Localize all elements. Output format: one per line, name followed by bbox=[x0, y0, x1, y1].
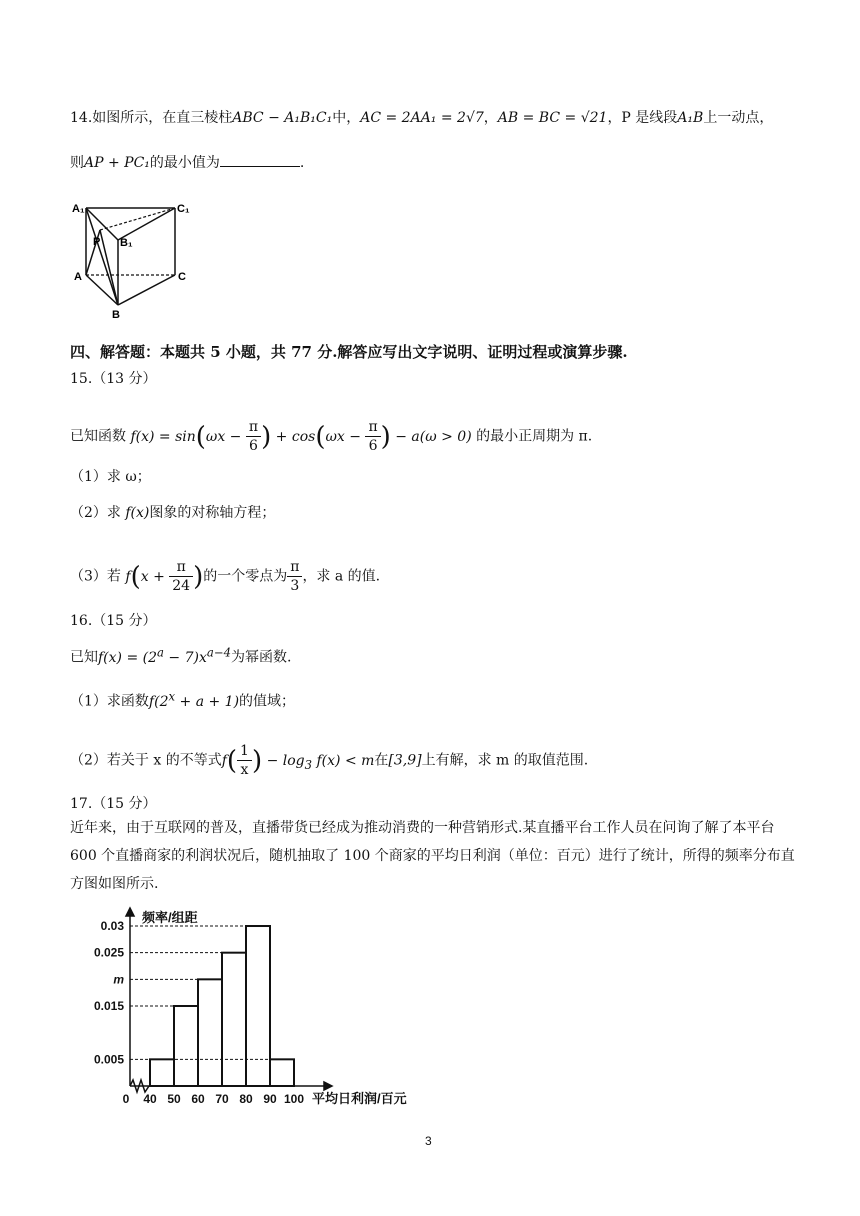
y-tick-label: m bbox=[113, 972, 124, 987]
q14-expr-ab: AB = BC = √21 bbox=[497, 110, 608, 126]
q16-interval: [3,9] bbox=[388, 752, 422, 769]
label-c1: C₁ bbox=[177, 203, 190, 215]
q15-stem-a: 已知函数 bbox=[70, 428, 126, 445]
label-a1: A₁ bbox=[72, 203, 85, 215]
q15-stem bbox=[70, 418, 592, 455]
q14-line2-c: . bbox=[299, 155, 305, 171]
x-tick-label: 100 bbox=[283, 1092, 305, 1106]
page-number: 3 bbox=[425, 1134, 432, 1148]
label-b1: B₁ bbox=[120, 237, 133, 249]
histogram-bar bbox=[270, 1059, 294, 1086]
q15-part2-formula: f(x) bbox=[125, 505, 150, 521]
section-title: 四、解答题：本题共 5 小题，共 77 分.解答应写出文字说明、证明过程或演算步骤. bbox=[70, 343, 628, 361]
x-axis-arrow bbox=[324, 1082, 332, 1090]
q16-part2-b: 在 bbox=[374, 752, 389, 769]
histogram-bar bbox=[198, 979, 222, 1086]
q14-expr-ac: AC = 2AA₁ = 2√7 bbox=[360, 110, 484, 126]
q14-line1 bbox=[70, 108, 773, 128]
q15-part2-a: （2）求 bbox=[70, 505, 121, 521]
q16-part1-b: 的值域； bbox=[239, 693, 296, 710]
q16-part1-a: （1）求函数 bbox=[70, 693, 149, 710]
label-b: B bbox=[112, 309, 120, 321]
prism-figure bbox=[70, 190, 195, 325]
q16-stem-b: 为幂函数. bbox=[231, 649, 292, 666]
y-axis-arrow bbox=[126, 908, 134, 916]
q16-part1 bbox=[70, 686, 295, 712]
q15-number: 15.（13 分） bbox=[70, 371, 157, 387]
q15-part3-a: （3）若 bbox=[70, 568, 121, 585]
q15-stem-b: 的最小正周期为 π. bbox=[476, 428, 593, 445]
histogram-bar bbox=[222, 953, 246, 1086]
q16-stem-a: 已知 bbox=[70, 649, 98, 666]
q15-part1: （1）求 ω； bbox=[70, 469, 151, 485]
q14-expr-prism: ABC − A₁B₁C₁ bbox=[232, 110, 333, 126]
label-c: C bbox=[178, 271, 186, 283]
y-tick-label: 0.03 bbox=[100, 919, 124, 934]
q15-formula: f(x) = sin(ωx − $\frac{\pi}{6}$ ) + cos(ωx − $\frac{\pi}{6}$ ) − a(ω > 0) bbox=[130, 419, 472, 454]
x-tick-label: 60 bbox=[191, 1092, 205, 1106]
q14-text-b: 中， bbox=[332, 110, 361, 126]
label-a: A bbox=[74, 271, 82, 283]
x-tick-label: 80 bbox=[239, 1092, 253, 1106]
q16-part2-formula: f( $\frac{1}{x}$ ) − $\log_3 f(x) < m$ bbox=[221, 743, 375, 778]
label-p: P bbox=[93, 236, 101, 248]
y-tick-label: 0.015 bbox=[93, 999, 124, 1014]
x-tick-label: 40 bbox=[143, 1092, 157, 1106]
q15-part2 bbox=[70, 503, 275, 523]
x-tick-label: 70 bbox=[215, 1092, 229, 1106]
x-axis-label: 平均日利润/百元 bbox=[312, 1091, 407, 1106]
q16-part1-formula: $f(2^x + a + 1)$ bbox=[148, 689, 240, 710]
q14-text-e: 上一动点， bbox=[703, 110, 774, 126]
histogram-bar bbox=[246, 926, 270, 1086]
q15-part3 bbox=[70, 558, 380, 595]
frequency-histogram bbox=[70, 900, 450, 1120]
q14-text-c: ， bbox=[483, 110, 498, 126]
y-tick-label: 0.005 bbox=[93, 1052, 124, 1067]
q14-expr-sum: AP + PC₁ bbox=[84, 155, 150, 171]
q16-stem bbox=[70, 642, 291, 668]
y-axis-label: 频率/组距 bbox=[142, 910, 198, 925]
q14-line2 bbox=[70, 152, 304, 173]
q14-line2-a: 则 bbox=[70, 155, 84, 171]
x-tick-label: 90 bbox=[263, 1092, 277, 1106]
q17-number: 17.（15 分） bbox=[70, 796, 157, 812]
q15-part3-formula: f(x + $\frac{\pi}{24}$ ) bbox=[125, 559, 204, 594]
q16-part2-a: （2）若关于 x 的不等式 bbox=[70, 752, 222, 769]
q14-text: 14.如图所示，在直三棱柱 bbox=[70, 110, 233, 126]
histogram-bar bbox=[150, 1059, 174, 1086]
q16-number: 16.（15 分） bbox=[70, 613, 157, 629]
q16-part2-c: 上有解，求 m 的取值范围. bbox=[421, 752, 589, 769]
q17-paragraph: 近年来，由于互联网的普及，直播带货已经成为推动消费的一种营销形式.某直播平台工作人员在问询了解了本平台 600 个直播商家的利润状况后，随机抽取了 100 个商家的平均日利润（单位：百元）进行了统计，所得的频率分布直方图如图所示. bbox=[70, 820, 795, 892]
q16-part2 bbox=[70, 742, 588, 779]
q14-line2-b: 的最小值为 bbox=[149, 155, 220, 171]
x-tick-label: 0 bbox=[122, 1092, 130, 1106]
q16-formula: $f(x) = (2^a - 7)x^{a-4}$ bbox=[98, 645, 232, 666]
q15-part3-c: ，求 a 的值. bbox=[302, 568, 381, 585]
q15-zero: $\frac{\pi}{3}$ bbox=[287, 569, 302, 585]
q14-expr-a1b: A₁B bbox=[677, 110, 704, 126]
x-tick-label: 50 bbox=[167, 1092, 181, 1106]
histogram-bar bbox=[174, 1006, 198, 1086]
q14-text-d: ，P 是线段 bbox=[607, 110, 678, 126]
y-tick-label: 0.025 bbox=[93, 945, 124, 960]
answer-blank bbox=[220, 152, 300, 167]
q15-part3-b: 的一个零点为 bbox=[203, 568, 288, 585]
q15-part2-b: 图象的对称轴方程； bbox=[149, 505, 276, 521]
